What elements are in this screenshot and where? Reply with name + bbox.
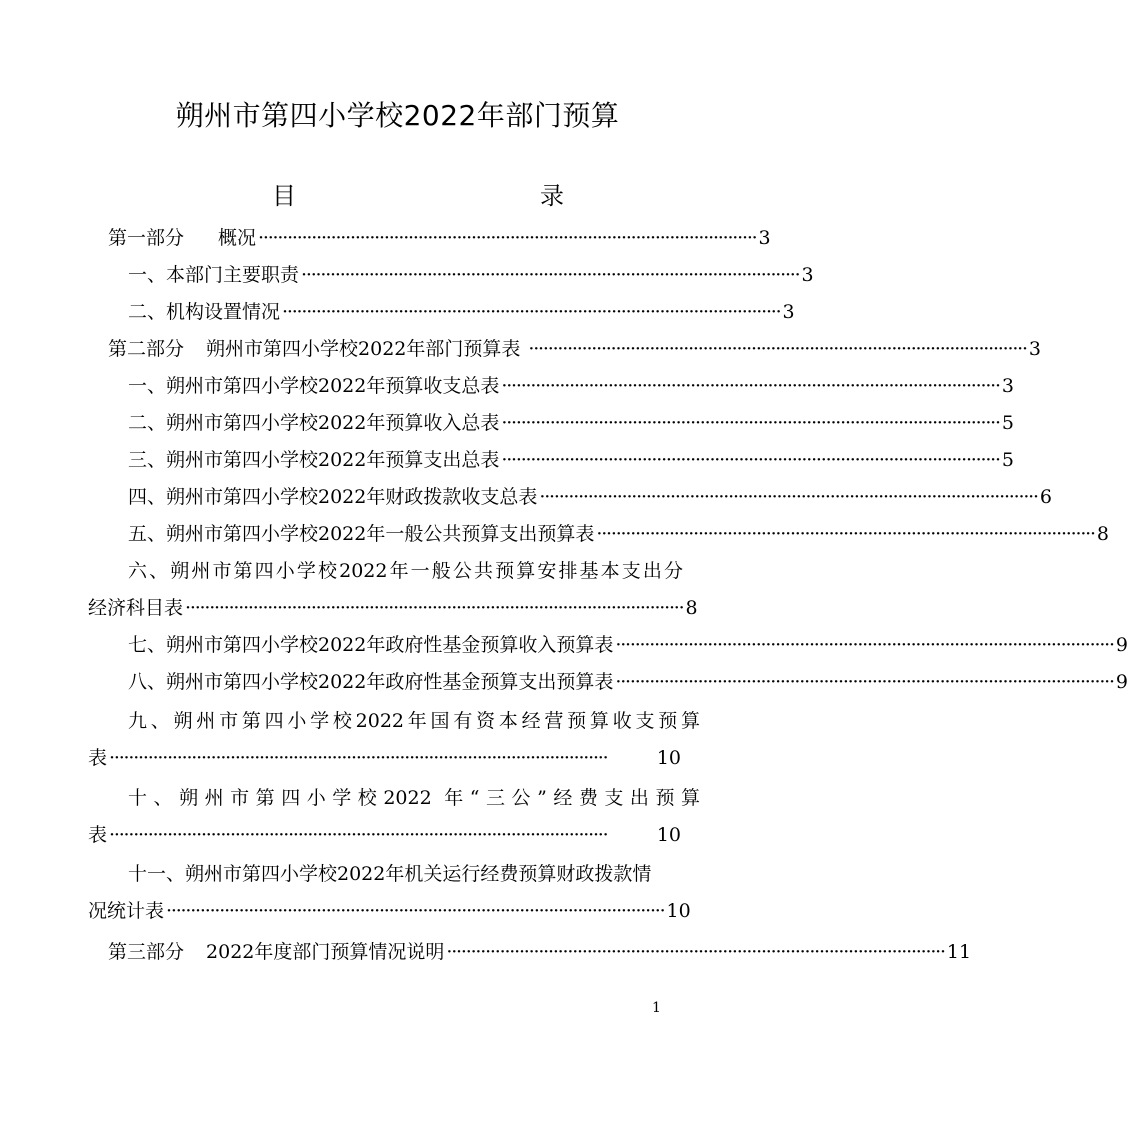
toc-leader-dots: ·······································································································	[615, 671, 1114, 693]
toc-leader-dots: ·······································································································	[615, 634, 1114, 656]
toc-entry-label: 三、朔州市第四小学校2022年预算支出总表	[128, 449, 500, 471]
toc-entry-page: 11	[946, 941, 972, 963]
toc-entry-continuation	[88, 745, 681, 771]
toc-entry-continuation	[88, 822, 681, 848]
toc-leader-dots: ·······································································································	[185, 597, 684, 619]
toc-entry	[108, 225, 771, 251]
toc-entry-label: 四、朔州市第四小学校2022年财政拨款收支总表	[128, 486, 538, 508]
toc-entry-page: 3	[801, 264, 814, 286]
toc-entry-continuation	[88, 595, 698, 621]
toc-entry-label: 表	[88, 747, 108, 769]
toc-entry-page: 9	[1115, 634, 1128, 656]
toc-entry	[128, 262, 814, 288]
toc-entry-title: 概况	[218, 227, 257, 249]
toc-entry-label: 二、朔州市第四小学校2022年预算收入总表	[128, 412, 500, 434]
toc-entry-label: 况统计表	[88, 900, 165, 922]
toc-leader-dots: ·······································································································	[109, 747, 608, 769]
toc-leader-dots: ·······································································································	[166, 900, 665, 922]
toc-entry	[128, 708, 700, 734]
toc-entry-label: 一、朔州市第四小学校2022年预算收支总表	[128, 375, 500, 397]
toc-entry-page: 10	[656, 824, 681, 846]
toc-leader-dots: ·······································································································	[282, 301, 781, 323]
toc-entry	[128, 410, 1014, 436]
toc-entry-label: 十、朔州市第四小学校2022 年“三公”经费支出预算	[128, 787, 700, 809]
toc-entry-page: 8	[685, 597, 698, 619]
toc-entry	[128, 861, 700, 887]
toc-leader-dots: ·······································································································	[501, 412, 1000, 434]
toc-leader-dots: ·······································································································	[539, 486, 1038, 508]
toc-leader-dots: ·······································································································	[109, 824, 608, 846]
toc-entry-label: 八、朔州市第四小学校2022年政府性基金预算支出预算表	[128, 671, 614, 693]
toc-leader-dots: ·······································································································	[596, 523, 1095, 545]
toc-entry-label: 一、本部门主要职责	[128, 264, 300, 286]
toc-entry-label: 九、朔州市第四小学校2022年国有资本经营预算收支预算	[128, 710, 700, 732]
toc-entry-page: 10	[656, 747, 681, 769]
toc-entry-title: 朔州市第四小学校2022年部门预算表	[206, 338, 521, 360]
toc-entry-label: 十一、朔州市第四小学校2022年机关运行经费预算财政拨款情	[128, 863, 652, 885]
toc-entry-page: 3	[782, 301, 795, 323]
toc-entry	[128, 669, 1128, 695]
toc-entry-page: 6	[1039, 486, 1052, 508]
toc-entry-page: 8	[1096, 523, 1109, 545]
toc-entry	[128, 299, 795, 325]
toc-entry-page: 3	[758, 227, 771, 249]
toc-entry-page: 5	[1001, 449, 1014, 471]
toc-entry-label: 表	[88, 824, 108, 846]
toc-entry	[128, 785, 700, 811]
toc-entry	[128, 447, 1014, 473]
toc-entry	[128, 558, 683, 584]
toc-entry-label: 五、朔州市第四小学校2022年一般公共预算支出预算表	[128, 523, 595, 545]
toc-entry-label: 七、朔州市第四小学校2022年政府性基金预算收入预算表	[128, 634, 614, 656]
toc-heading-char-1: 目	[272, 182, 296, 210]
toc-entry-page: 10	[666, 900, 691, 922]
toc-entry	[128, 632, 1128, 658]
toc-entry-label: 第一部分	[108, 227, 185, 249]
toc-leader-dots: ·······································································································	[301, 264, 800, 286]
toc-leader-dots: ·······································································································	[501, 449, 1000, 471]
toc-leader-dots: ·······································································································	[446, 941, 945, 963]
document-title: 朔州市第四小学校2022年部门预算	[175, 99, 620, 132]
toc-entry	[108, 336, 1041, 362]
toc-entry-page: 5	[1001, 412, 1014, 434]
toc-entry-label: 经济科目表	[88, 597, 184, 619]
page-number: 1	[652, 1000, 661, 1016]
toc-leader-dots: ·······································································································	[258, 227, 757, 249]
toc-entry-page: 9	[1115, 671, 1128, 693]
toc-entry-continuation	[88, 898, 691, 924]
toc-heading-char-2: 录	[540, 182, 564, 210]
toc-entry-label: 二、机构设置情况	[128, 301, 281, 323]
toc-entry-title: 2022年度部门预算情况说明	[206, 941, 445, 963]
toc-entry	[108, 939, 972, 965]
toc-entry-label: 六、朔州市第四小学校2022年一般公共预算安排基本支出分	[128, 560, 683, 582]
toc-entry	[128, 521, 1109, 547]
toc-entry-page: 3	[1028, 338, 1041, 360]
toc-entry	[128, 373, 1014, 399]
toc-entry	[128, 484, 1052, 510]
toc-entry-page: 3	[1001, 375, 1014, 397]
toc-entry-label: 第二部分	[108, 338, 185, 360]
toc-entry-label: 第三部分	[108, 941, 185, 963]
toc-leader-dots: ·······································································································	[501, 375, 1000, 397]
toc-leader-dots: ·······································································································	[528, 338, 1027, 360]
